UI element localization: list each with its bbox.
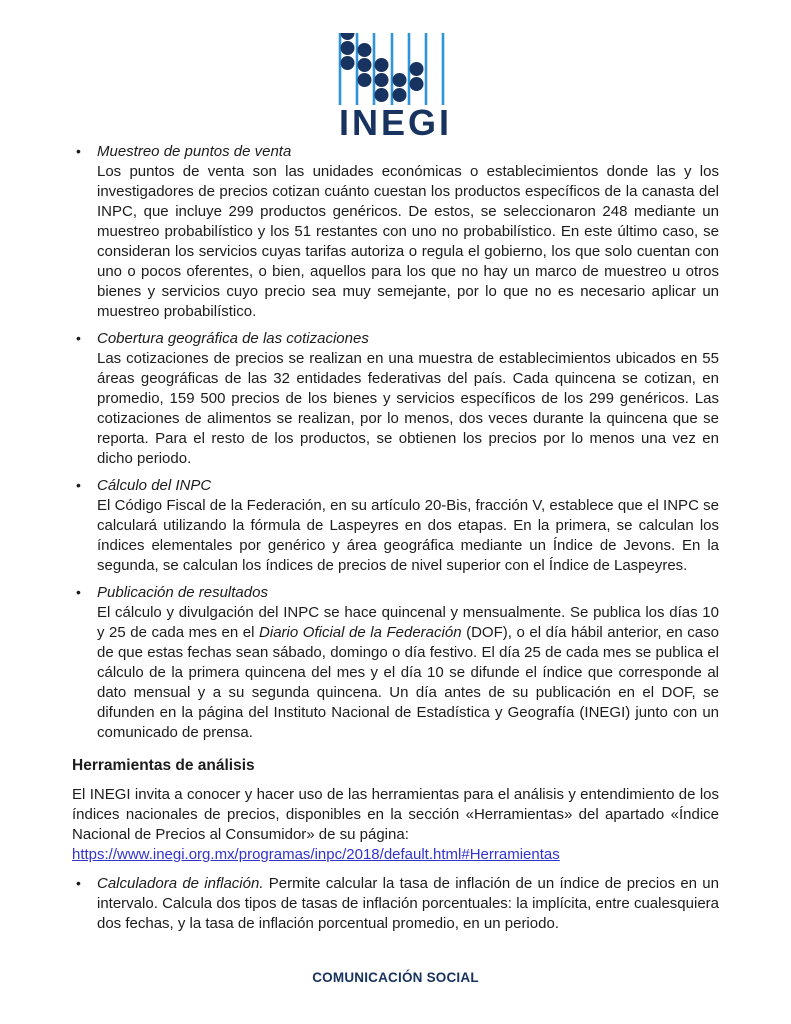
bullet-body <box>97 603 719 743</box>
bullet-item-calculadora <box>72 874 719 934</box>
bullet-marker: • <box>76 875 81 891</box>
tools-intro: El INEGI invita a conocer y hacer uso de las herramientas para el análisis y entendimiento de los índices nacionales de precios, disponibles en la sección «Herramientas» del apartado «Índice Nacional de Precios al Consumidor» de su página: <box>72 786 719 843</box>
bullet-item-calculo <box>72 476 719 576</box>
bullet-marker: • <box>76 477 81 493</box>
bullet-body-post: (DOF), o el día hábil anterior, en caso de que estas fechas sean sábado, domingo o día festivo. El día 25 de cada mes se publica el cálculo de la primera quincena del mes y el día 10 se difunde el índice que corresponde al dato mensual y a su segunda quincena. Un día antes de su publicación en el DOF, se difunden en la página del Instituto Nacional de Estadística y Geografía (INEGI) junto con un comunicado de prensa. <box>97 624 719 741</box>
bullet-heading: Publicación de resultados <box>97 584 268 601</box>
bullet-item-cobertura <box>72 329 719 469</box>
tool-description: Permite calcular la tasa de inflación de un índice de precios en un intervalo. Calcula dos tipos de tasas de inflación porcentuales: la implícita, entre cualesquiera dos fechas, y la tasa de inflación porcentual promedio, en un periodo. <box>97 875 719 932</box>
bullet-marker: • <box>76 584 81 600</box>
bullet-list <box>72 142 719 743</box>
publication-name-italic: Diario Oficial de la Federación <box>259 624 462 641</box>
bullet-body <box>97 874 719 934</box>
footer-label: COMUNICACIÓN SOCIAL <box>312 970 479 985</box>
abacus-beads <box>340 33 423 102</box>
tools-section-heading: Herramientas de análisis <box>72 757 255 774</box>
bullet-heading: Muestreo de puntos de venta <box>97 143 292 160</box>
bullet-item-muestreo <box>72 142 719 322</box>
tool-name-italic: Calculadora de inflación. <box>97 875 264 892</box>
inegi-wordmark: INEGI <box>338 102 452 143</box>
bullet-marker: • <box>76 330 81 346</box>
tools-link[interactable]: https://www.inegi.org.mx/programas/inpc/2018/default.html#Herramientas <box>72 846 560 863</box>
bullet-heading: Cálculo del INPC <box>97 477 212 494</box>
bullet-marker: • <box>76 143 81 159</box>
abacus-rods <box>340 33 443 105</box>
tools-bullet-list <box>72 874 719 934</box>
bullet-heading: Cobertura geográfica de las cotizaciones <box>97 330 369 347</box>
inegi-abacus-icon <box>337 33 455 105</box>
bullet-item-publicacion <box>72 583 719 743</box>
bullet-body: Los puntos de venta son las unidades económicas o establecimientos donde las y los investigadores de precios cotizan cuánto cuestan los productos específicos de la canasta del INPC, que incluye 299 productos genéricos. De estos, se seleccionaron 248 mediante un muestreo probabilístico y los 51 restantes con uno no probabilístico. En este último caso, se consideran los servicios cuyas tarifas autoriza o regula el gobierno, los que solo cuentan con uno o pocos oferentes, o bien, aquellos para los que no hay un marco de muestreo u otros bienes y servicios cuyo precio sea muy semejante, por lo que no es necesario aplicar un muestreo probabilístico. <box>97 163 719 320</box>
bullet-body: El Código Fiscal de la Federación, en su artículo 20-Bis, fracción V, establece que el INPC se calculará utilizando la fórmula de Laspeyres en dos etapas. En la primera, se calculan los índices elementales por genérico y área geográfica mediante un Índice de Jevons. En la segunda, se calculan los índices de precios de nivel superior con el Índice de Laspeyres. <box>97 497 719 574</box>
document-body <box>72 142 719 934</box>
bullet-body: Las cotizaciones de precios se realizan en una muestra de establecimientos ubicados en 55 áreas geográficas de las 32 entidades federativas del país. Cada quincena se cotizan, en promedio, 159 500 precios de los bienes y servicios específicos de los 299 genéricos. Las cotizaciones de alimentos se realizan, por lo menos, dos veces durante la quincena que se reporta. Para el resto de los productos, se obtienen los precios por lo menos una vez en dicho periodo. <box>97 350 719 467</box>
inegi-logo <box>0 33 791 143</box>
bullet-body-pre: El cálculo y divulgación del INPC se hace quincenal y mensualmente. Se publica los días 10 y 25 de cada mes en el <box>97 604 719 641</box>
